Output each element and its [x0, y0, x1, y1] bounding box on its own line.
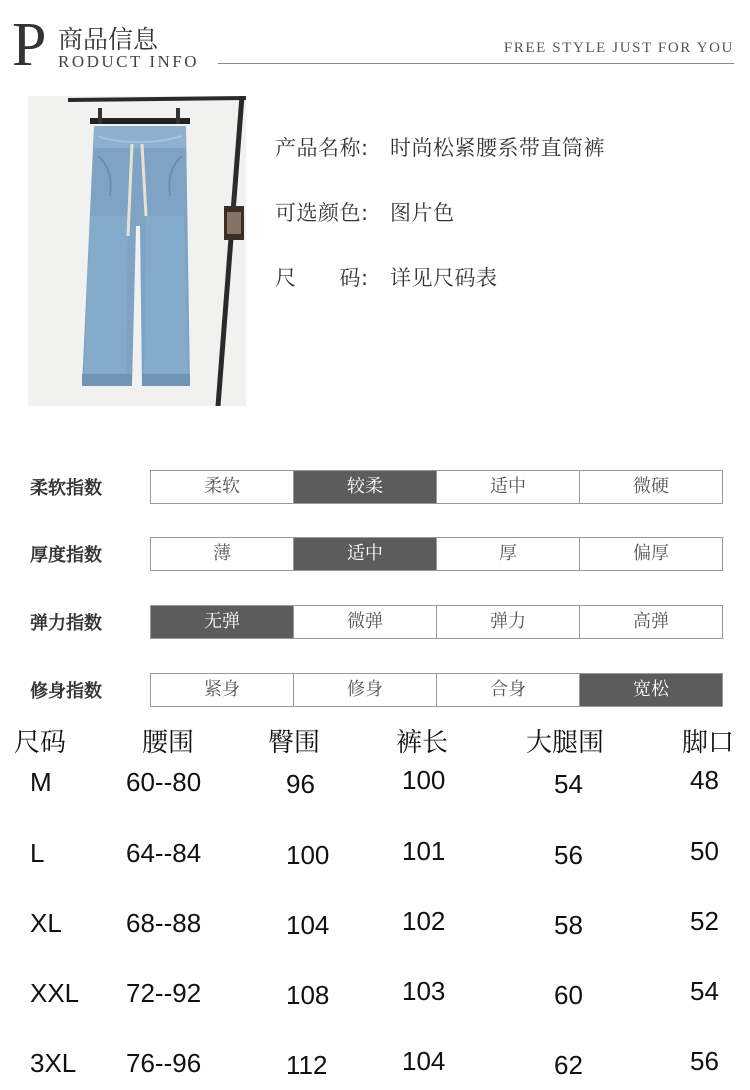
softness-option: 适中: [437, 471, 580, 503]
size-cell: 103: [402, 976, 446, 1006]
size-header-cell: 裤长: [396, 728, 449, 758]
size-cell: 72--92: [126, 978, 202, 1008]
product-size-row: [275, 262, 605, 327]
elasticity-index: [30, 605, 723, 639]
size-table-row: [0, 906, 750, 946]
softness-option: 微硬: [580, 471, 722, 503]
elasticity-label: 弹力指数: [30, 613, 102, 634]
thickness-option: 偏厚: [580, 538, 722, 570]
product-name-value: 时尚松紧腰系带直筒裤: [390, 136, 605, 160]
softness-scale: [150, 470, 723, 504]
size-cell: 104: [286, 910, 330, 940]
size-cell: XL: [30, 908, 62, 938]
elasticity-option: 高弹: [580, 606, 722, 638]
header-title-cn: 商品信息: [58, 25, 159, 54]
elasticity-option: 弹力: [437, 606, 580, 638]
thickness-option: 厚: [437, 538, 580, 570]
size-header-cell: 脚口: [682, 728, 735, 758]
softness-option: 较柔: [294, 471, 437, 503]
product-size-label: 尺 码:: [275, 266, 369, 290]
header-slogan: FREE STYLE JUST FOR YOU: [503, 40, 734, 56]
size-cell: 68--88: [126, 908, 202, 938]
size-cell: M: [30, 767, 52, 797]
product-name-label: 产品名称:: [275, 136, 369, 160]
product-color-label: 可选颜色:: [275, 201, 369, 225]
fit-option: 修身: [294, 674, 437, 706]
thickness-scale: [150, 537, 723, 571]
size-cell: 54: [690, 976, 719, 1006]
size-cell: 56: [554, 840, 583, 870]
size-cell: 100: [402, 765, 446, 795]
size-cell: 60--80: [126, 767, 202, 797]
size-cell: 52: [690, 906, 719, 936]
size-cell: 76--96: [126, 1048, 202, 1078]
size-cell: 56: [690, 1046, 719, 1076]
size-cell: 108: [286, 980, 330, 1010]
jeans-image: [28, 96, 246, 406]
product-color-value: 图片色: [390, 201, 455, 225]
size-table-row: [0, 976, 750, 1016]
size-header-cell: 腰围: [142, 728, 195, 758]
size-cell: 58: [554, 910, 583, 940]
fit-option: 紧身: [151, 674, 294, 706]
product-color-row: [275, 197, 605, 262]
size-cell: L: [30, 838, 45, 868]
softness-index: [30, 470, 723, 504]
fit-option: 合身: [437, 674, 580, 706]
fit-option: 宽松: [580, 674, 722, 706]
size-header-cell: 臀围: [268, 728, 321, 758]
size-table-header: [0, 722, 750, 758]
size-cell: 3XL: [30, 1048, 77, 1078]
size-cell: 64--84: [126, 838, 202, 868]
size-cell: 54: [554, 769, 583, 799]
header-title-en: RODUCT INFO: [58, 52, 200, 71]
header-divider: [218, 63, 734, 64]
size-cell: 50: [690, 836, 719, 866]
size-cell: XXL: [30, 978, 80, 1008]
elasticity-scale: [150, 605, 723, 639]
size-table-row: [0, 1046, 750, 1086]
size-cell: 62: [554, 1050, 583, 1080]
product-info-header: [0, 0, 750, 80]
header-letter: P: [12, 11, 47, 79]
thickness-index: [30, 537, 723, 571]
size-cell: 112: [286, 1050, 328, 1080]
product-photo: [28, 96, 246, 406]
size-cell: 102: [402, 906, 446, 936]
size-cell: 101: [402, 836, 446, 866]
size-header-cell: 大腿围: [526, 728, 605, 758]
fit-label: 修身指数: [30, 681, 102, 702]
size-table-row: [0, 836, 750, 876]
size-cell: 48: [690, 765, 719, 795]
size-cell: 60: [554, 980, 583, 1010]
size-cell: 96: [286, 769, 315, 799]
elasticity-option: 微弹: [294, 606, 437, 638]
size-cell: 104: [402, 1046, 446, 1076]
thickness-label: 厚度指数: [30, 545, 102, 566]
fit-index: [30, 673, 723, 707]
size-header-cell: 尺码: [14, 728, 67, 758]
thickness-option: 适中: [294, 538, 437, 570]
fit-scale: [150, 673, 723, 707]
product-details: [275, 132, 605, 327]
product-size-value: 详见尺码表: [390, 266, 498, 290]
softness-label: 柔软指数: [30, 478, 102, 499]
product-name-row: [275, 132, 605, 197]
size-table-row: [0, 765, 750, 805]
size-cell: 100: [286, 840, 330, 870]
elasticity-option: 无弹: [151, 606, 294, 638]
softness-option: 柔软: [151, 471, 294, 503]
thickness-option: 薄: [151, 538, 294, 570]
